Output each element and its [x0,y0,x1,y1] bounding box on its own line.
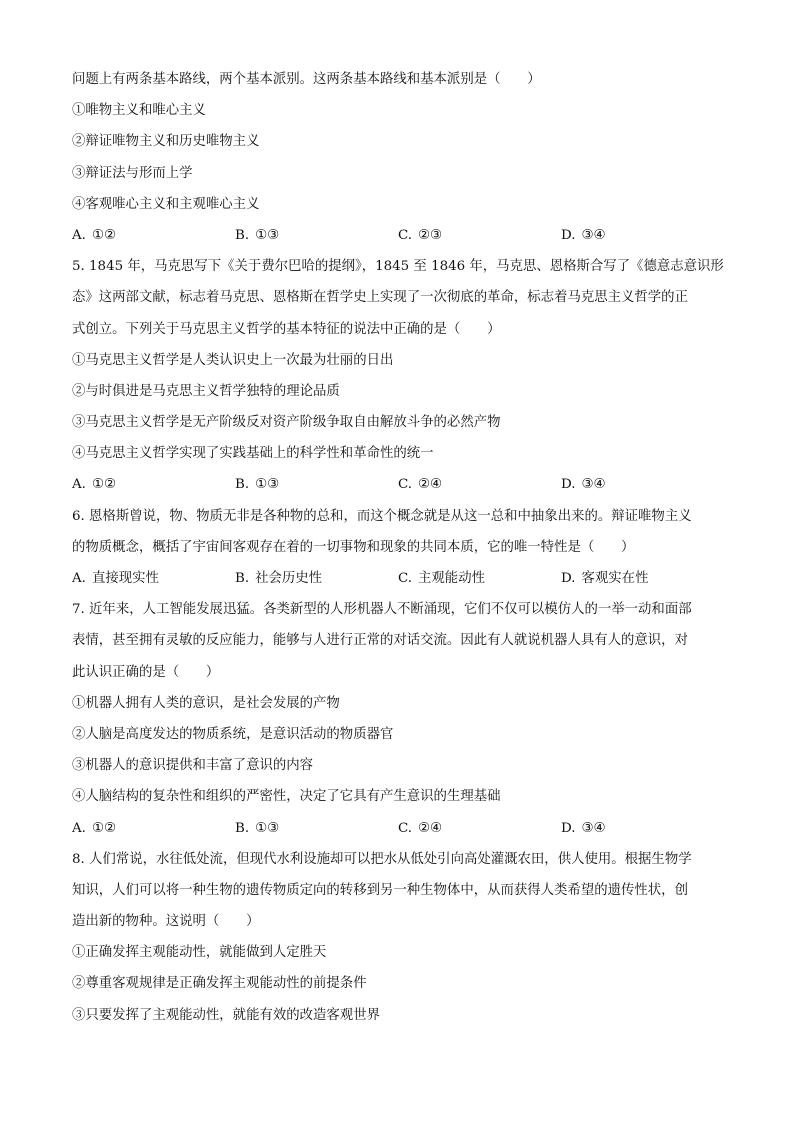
choice-item: ④客观唯心主义和主观唯心主义 [72,196,260,212]
option-a: A. ①② [72,477,116,493]
question-stem: 此认识正确的是（ ） [72,664,220,680]
question-stem: 5. 1845 年，马克思写下《关于费尔巴哈的提纲》，1845 至 1846 年，马克思、恩格斯合写了《德意志意识形 [72,259,724,275]
answer-options [72,563,724,594]
choice-item: ④人脑结构的复杂性和组织的严密性，决定了它具有产生意识的生理基础 [72,789,501,805]
option-d: D. ③④ [561,820,606,836]
option-a: A. ①② [72,820,116,836]
question-stem: 造出新的物种。这说明（ ） [72,914,260,930]
choice-item: ①正确发挥主观能动性，就能做到人定胜天 [72,945,327,961]
choice-item: ③机器人的意识提供和丰富了意识的内容 [72,758,314,774]
choice-item: ②人脑是高度发达的物质系统，是意识活动的物质器官 [72,726,394,742]
answer-options [72,469,724,500]
option-d: D. ③④ [561,227,606,243]
question-6 [72,501,724,595]
option-d: D. 客观实在性 [561,571,649,586]
choice-item: ①马克思主义哲学是人类认识史上一次最为壮丽的日出 [72,352,394,368]
question-stem: 态》这两部文献，标志着马克思、恩格斯在哲学史上实现了一次彻底的革命，标志着马克思主义哲学的正 [72,290,688,306]
option-d: D. ③④ [561,477,606,493]
option-b: B. ①③ [235,227,280,243]
option-c: C. ②④ [398,477,443,493]
choice-item: ④马克思主义哲学实现了实践基础上的科学性和革命性的统一 [72,446,434,462]
option-b: B. ①③ [235,820,280,836]
question-stem: 式创立。下列关于马克思主义哲学的基本特征的说法中正确的是（ ） [72,321,501,337]
choice-item: ①唯物主义和唯心主义 [72,103,206,119]
choice-item: ③辩证法与形而上学 [72,165,193,181]
question-stem: 知识，人们可以将一种生物的遗传物质定向的转移到另一种生物体中，从而获得人类希望的遗传性状，创 [72,882,688,898]
answer-options [72,220,724,251]
question-4 [72,64,724,251]
question-stem: 7. 近年来，人工智能发展迅猛。各类新型的人形机器人不断涌现，它们不仅可以模仿人的一举一动和面部 [72,602,692,618]
question-8 [72,844,724,1031]
question-stem: 表情，甚至拥有灵敏的反应能力，能够与人进行正常的对话交流。因此有人就说机器人具有人的意识，对 [72,633,688,649]
choice-item: ②辩证唯物主义和历史唯物主义 [72,134,260,150]
question-stem: 6. 恩格斯曾说，物、物质无非是各种物的总和，而这个概念就是从这一总和中抽象出来的。辩证唯物主义 [72,508,692,524]
answer-options [72,813,724,844]
choice-item: ②尊重客观规律是正确发挥主观能动性的前提条件 [72,976,367,992]
question-stem: 的物质概念，概括了宇宙间客观存在着的一切事物和现象的共同本质，它的唯一特性是（ ） [72,539,635,555]
choice-item: ③只要发挥了主观能动性，就能有效的改造客观世界 [72,1007,380,1023]
option-b: B. ①③ [235,477,280,493]
option-a: A. 直接现实性 [72,571,159,586]
choice-item: ②与时俱进是马克思主义哲学独特的理论品质 [72,383,340,399]
exam-page [72,64,724,1031]
option-c: C. ②④ [398,820,443,836]
option-c: C. 主观能动性 [398,571,485,586]
choice-item: ③马克思主义哲学是无产阶级反对资产阶级争取自由解放斗争的必然产物 [72,415,501,431]
option-c: C. ②③ [398,227,443,243]
choice-item: ①机器人拥有人类的意识，是社会发展的产物 [72,695,340,711]
question-stem: 8. 人们常说，水往低处流，但现代水利设施却可以把水从低处引向高处灌溉农田，供人使用。根据生物学 [72,851,692,867]
question-5 [72,251,724,501]
option-b: B. 社会历史性 [235,571,323,586]
option-a: A. ①② [72,227,116,243]
question-7 [72,594,724,844]
question-stem: 问题上有两条基本路线，两个基本派别。这两条基本路线和基本派别是（ ） [72,72,541,87]
